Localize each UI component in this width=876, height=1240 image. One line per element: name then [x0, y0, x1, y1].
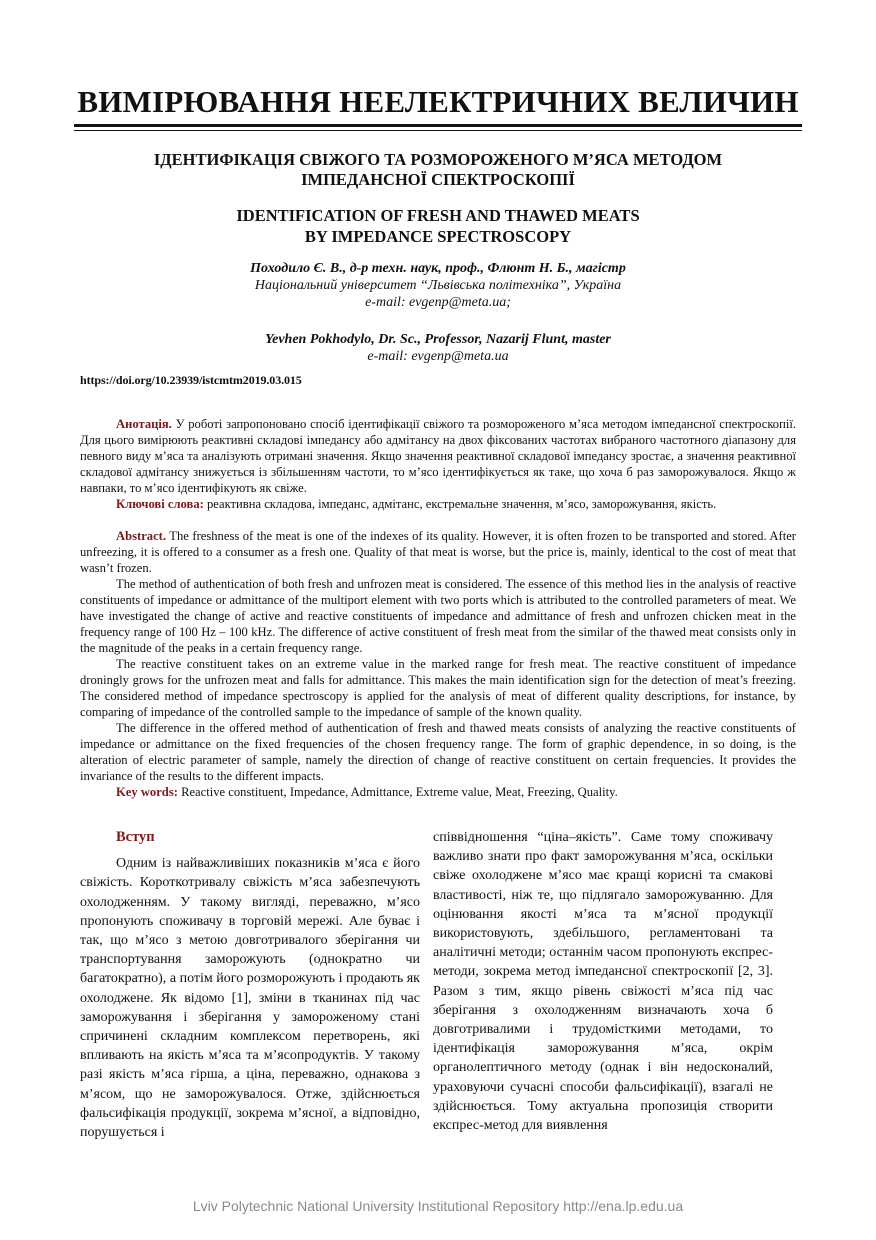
intro-right-text: співвідношення “ціна–якість”. Саме тому споживачу важливо знати про факт заморожування м’яса, оскільки свіже охолоджене м’ясо має кращі корисні та смакові властивості, ніж те, що підлягало заморожуванню. Для оцінювання якості м’яса та м’ясної продукції використовують, здебільшого, регламентовані та аналітичні методи; останнім часом пропонують експрес-методи, зокрема метод імпедансної спектроскопії [2, 3]. Разом з тим, якщо рівень свіжості м’яса під час зберігання з охолодженням визначають хоча б довготривалими і трудомісткими методами, то ідентифікація заморожування м’яса, окрім органолептичного методу (однак і він недосконалий, ураховуючи сучасні способи фальсифікації), взагалі не здійснюється. Тому актуальна пропозиція створити експрес-метод для виявлення	[433, 830, 773, 1134]
keywords-ua-label: Ключові слова:	[116, 497, 204, 511]
intro-heading: Вступ	[116, 829, 155, 845]
title-ua-line-2: ІМПЕДАНСНОЇ СПЕКТРОСКОПІЇ	[301, 170, 575, 189]
annotation-ua-text: У роботі запропоновано спосіб ідентифікації свіжого та розмороженого м’яса методом імпедансної спектроскопії. Для цього вимірюють реактивні складові імпедансу або адмітансу на двох фіксованих частотах вибраного частотного діапазону для певного виду м’яса та аналізують отримані значення. Якщо значення реактивної складової імпедансу зростає, а значення реактивної складової адмітансу знижується із збільшенням частоти, то м’ясо ідентифікується як таке, що хоча б раз заморожувалося. Якщо ж навпаки, то м’ясо ідентифікують як свіже.	[80, 417, 796, 495]
title-en-line-1: IDENTIFICATION OF FRESH AND THAWED MEATS	[236, 206, 640, 225]
authors-ua-block	[60, 260, 816, 311]
abstract-en-p1	[80, 528, 796, 576]
keywords-ua-paragraph	[80, 496, 796, 512]
authors-ua-email: e-mail: evgenp@meta.ua;	[365, 295, 511, 310]
header-rule-thin	[74, 130, 802, 131]
keywords-en-paragraph	[80, 784, 796, 800]
intro-column-right	[433, 828, 773, 1135]
authors-en-block	[60, 331, 816, 365]
intro-left-text: Одним із найважливіших показників м’яса є його свіжість. Короткотривалу свіжість м’яса забезпечують охолодженням. У такому вигляді, переважно, м’ясо пропонують споживачу в торговій мережі. Але буває і так, що м’ясо з метою довготривалого зберігання чи транспортування заморожують (однократно чи багатократно), а потім його розморожують і продають як охолоджене. Як відомо [1], зміни в тканинах під час заморожування і зберігання у замороженому стані спричинені складним комплексом перетворень, які впливають на якість м’яса та м’ясопродуктів. У такому разі якість м’яса гірша, а ціна, переважно, однакова з м’ясом, що не заморожувалося. Отже, здійснюється фальсифікація продукції, зокрема м’ясної, а відповідно, порушується і	[80, 856, 420, 1141]
authors-ua-names: Походило Є. В., д-р техн. наук, проф., Флюнт Н. Б., магістр	[250, 261, 626, 276]
annotation-ua-paragraph	[80, 416, 796, 496]
abstract-en-p2: The method of authentication of both fresh and unfrozen meat is considered. The essence of this method lies in the analysis of reactive constituents of impedance or admittance of the multiport element with two ports which is attributed to the controlled parameters of meat. We have investigated the change of active and reactive constituents of impedance and admittance of fresh and unfrozen chicken meat in the frequency range of 100 Hz – 100 kHz. The difference of active constituent of fresh meat from the similar of the thawed meat consists only in the magnitude of the peaks in a certain frequency range.	[80, 577, 796, 655]
authors-ua-affiliation: Національний університет “Львівська політехніка”, Україна	[254, 278, 622, 293]
repository-footer: Lviv Polytechnic National University Institutional Repository http://ena.lp.edu.ua	[192, 1198, 684, 1214]
abstract-en-block	[80, 528, 796, 800]
keywords-en-text: Reactive constituent, Impedance, Admittance, Extreme value, Meat, Freezing, Quality.	[177, 785, 618, 799]
abstract-en-p1-text: The freshness of the meat is one of the indexes of its quality. However, it is often frozen to be transported and stored. After unfreezing, it is offered to a consumer as a fresh one. Quality of that meat is worse, but the price is, mainly, identical to the cost of meat that wasn’t frozen.	[80, 529, 796, 575]
abstract-en-p3: The reactive constituent takes on an extreme value in the marked range for fresh meat. The reactive constituent of impedance droningly grows for the unfrozen meat and falls for admittance. This makes the main identification sign for the detection of meat’s freezing. The considered method of impedance spectroscopy is applied for the analysis of meat of different quality descriptions, for instance, by comparing of impedance of the controlled sample to the impedance of sample of the known quality.	[80, 657, 796, 719]
section-title: ВИМІРЮВАННЯ НЕЕЛЕКТРИЧНИХ ВЕЛИЧИН	[77, 84, 799, 119]
annotation-ua-block	[80, 416, 796, 512]
paper-title-en	[60, 205, 816, 247]
header-rule-thick	[74, 124, 802, 127]
keywords-ua-text: реактивна складова, імпеданс, адмітанс, екстремальне значення, м’ясо, заморожування, якість.	[203, 497, 717, 511]
keywords-en-label: Key words:	[116, 785, 178, 799]
authors-en-email: e-mail: evgenp@meta.ua	[367, 349, 509, 364]
authors-en-names: Yevhen Pokhodylo, Dr. Sc., Professor, Nazarij Flunt, master	[265, 332, 611, 347]
annotation-ua-label: Анотація.	[116, 417, 172, 431]
abstract-en-label: Abstract.	[116, 529, 167, 543]
abstract-en-p4: The difference in the offered method of authentication of fresh and thawed meats consists of analyzing the reactive constituents of impedance or admittance on the fixed frequencies of the chosen frequency range. The form of graphic dependence, in so doing, is the alteration of electric parameter of sample, namely the direction of change of reactive constituent on certain frequencies. It provides the invariance of the results to the different impacts.	[80, 721, 796, 783]
intro-column-left	[80, 828, 420, 1142]
title-ua-line-1: ІДЕНТИФІКАЦІЯ СВІЖОГО ТА РОЗМОРОЖЕНОГО М’ЯСА МЕТОДОМ	[153, 150, 723, 169]
paper-title-ua	[60, 150, 816, 190]
doi-link[interactable]: https://doi.org/10.23939/istcmtm2019.03.015	[80, 373, 302, 387]
title-en-line-2: BY IMPEDANCE SPECTROSCOPY	[304, 227, 572, 246]
